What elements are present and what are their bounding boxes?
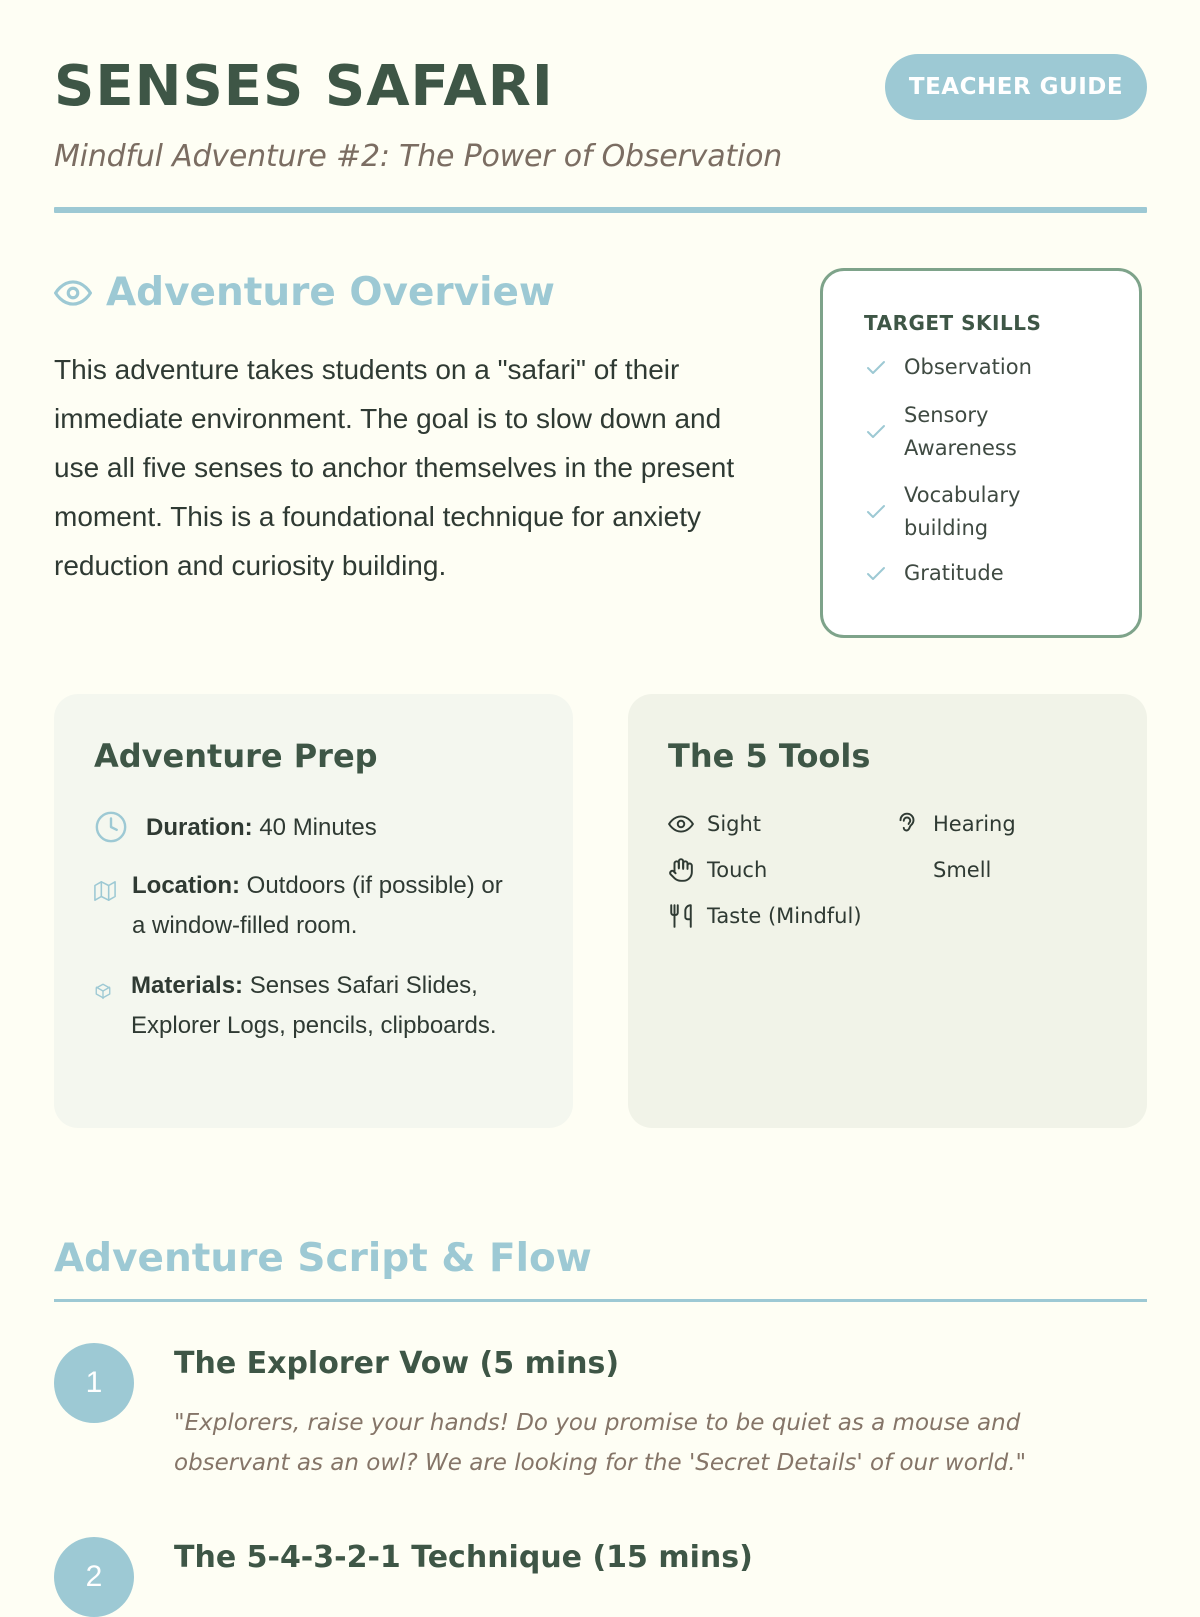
clock-icon <box>94 810 128 844</box>
hand-icon <box>668 857 694 883</box>
header-divider <box>54 207 1147 213</box>
prep-title: Adventure Prep <box>94 737 378 775</box>
box-icon <box>94 982 112 1000</box>
skill-item <box>864 399 1124 465</box>
check-icon <box>864 356 888 380</box>
utensils-icon <box>668 903 694 929</box>
step-title: The 5-4-3-2-1 Technique (15 mins) <box>174 1540 753 1575</box>
step-description: "Explorers, raise your hands! Do you promise to be quiet as a mouse and observant as an owl? We are looking for the 'Secret Details' of our world." <box>174 1410 1027 1476</box>
tool-label: Touch <box>707 858 768 882</box>
skill-item <box>864 351 1124 384</box>
skill-label: Sensory Awareness <box>904 403 1017 460</box>
prep-location <box>94 866 534 946</box>
five-tools-card <box>628 694 1147 1128</box>
prep-duration <box>94 806 534 848</box>
page <box>54 0 1147 1600</box>
skill-label: Gratitude <box>904 561 1004 585</box>
materials-value: Senses Safari Slides, Explorer Logs, pencils, clipboards. <box>131 972 497 1039</box>
eye-icon <box>668 811 694 837</box>
adventure-prep-card <box>54 694 573 1128</box>
check-icon <box>864 500 888 524</box>
location-label: Location: <box>132 872 240 899</box>
tool-label: Smell <box>933 858 992 882</box>
tool-sight <box>668 808 761 840</box>
tool-touch <box>668 854 767 886</box>
tool-smell <box>894 854 991 886</box>
eye-icon <box>54 274 92 312</box>
script-title: Adventure Script & Flow <box>54 1236 592 1281</box>
target-skills-label: TARGET SKILLS <box>864 311 1042 335</box>
location-value: Outdoors (if possible) or a window-filled room. <box>132 872 503 939</box>
ear-icon <box>894 811 920 837</box>
overview-text: This adventure takes students on a "safari" of their immediate environment. The goal is to slow down and use all five senses to anchor themselves in the present moment. This is a foundational technique for anxiety reduction and curiosity building. <box>54 354 735 581</box>
map-icon <box>94 880 116 902</box>
nose-icon <box>894 857 920 883</box>
skill-item <box>864 557 1124 590</box>
skill-label: Vocabulary building <box>904 483 1021 540</box>
script-divider <box>54 1299 1147 1302</box>
tool-label: Sight <box>707 812 762 836</box>
overview-title: Adventure Overview <box>106 270 555 315</box>
tool-label: Taste (Mindful) <box>707 904 862 928</box>
step-title: The Explorer Vow (5 mins) <box>174 1346 620 1381</box>
overview-heading <box>54 268 555 318</box>
step-number: 2 <box>54 1537 134 1617</box>
skill-label: Observation <box>904 355 1032 379</box>
tools-title: The 5 Tools <box>668 737 871 775</box>
materials-label: Materials: <box>131 972 244 999</box>
tool-taste <box>668 900 862 932</box>
tool-hearing <box>894 808 1016 840</box>
duration-value: 40 Minutes <box>252 814 377 841</box>
step-number: 1 <box>54 1343 134 1423</box>
page-subtitle: Mindful Adventure #2: The Power of Observation <box>54 139 783 174</box>
target-skills-card <box>820 268 1142 638</box>
check-icon <box>864 562 888 586</box>
skill-item <box>864 479 1124 545</box>
teacher-guide-button[interactable]: TEACHER GUIDE <box>885 54 1147 120</box>
duration-label: Duration: <box>146 814 253 841</box>
tool-label: Hearing <box>933 812 1016 836</box>
page-title: SENSES SAFARI <box>54 54 554 119</box>
prep-materials <box>94 966 534 1046</box>
check-icon <box>864 420 888 444</box>
